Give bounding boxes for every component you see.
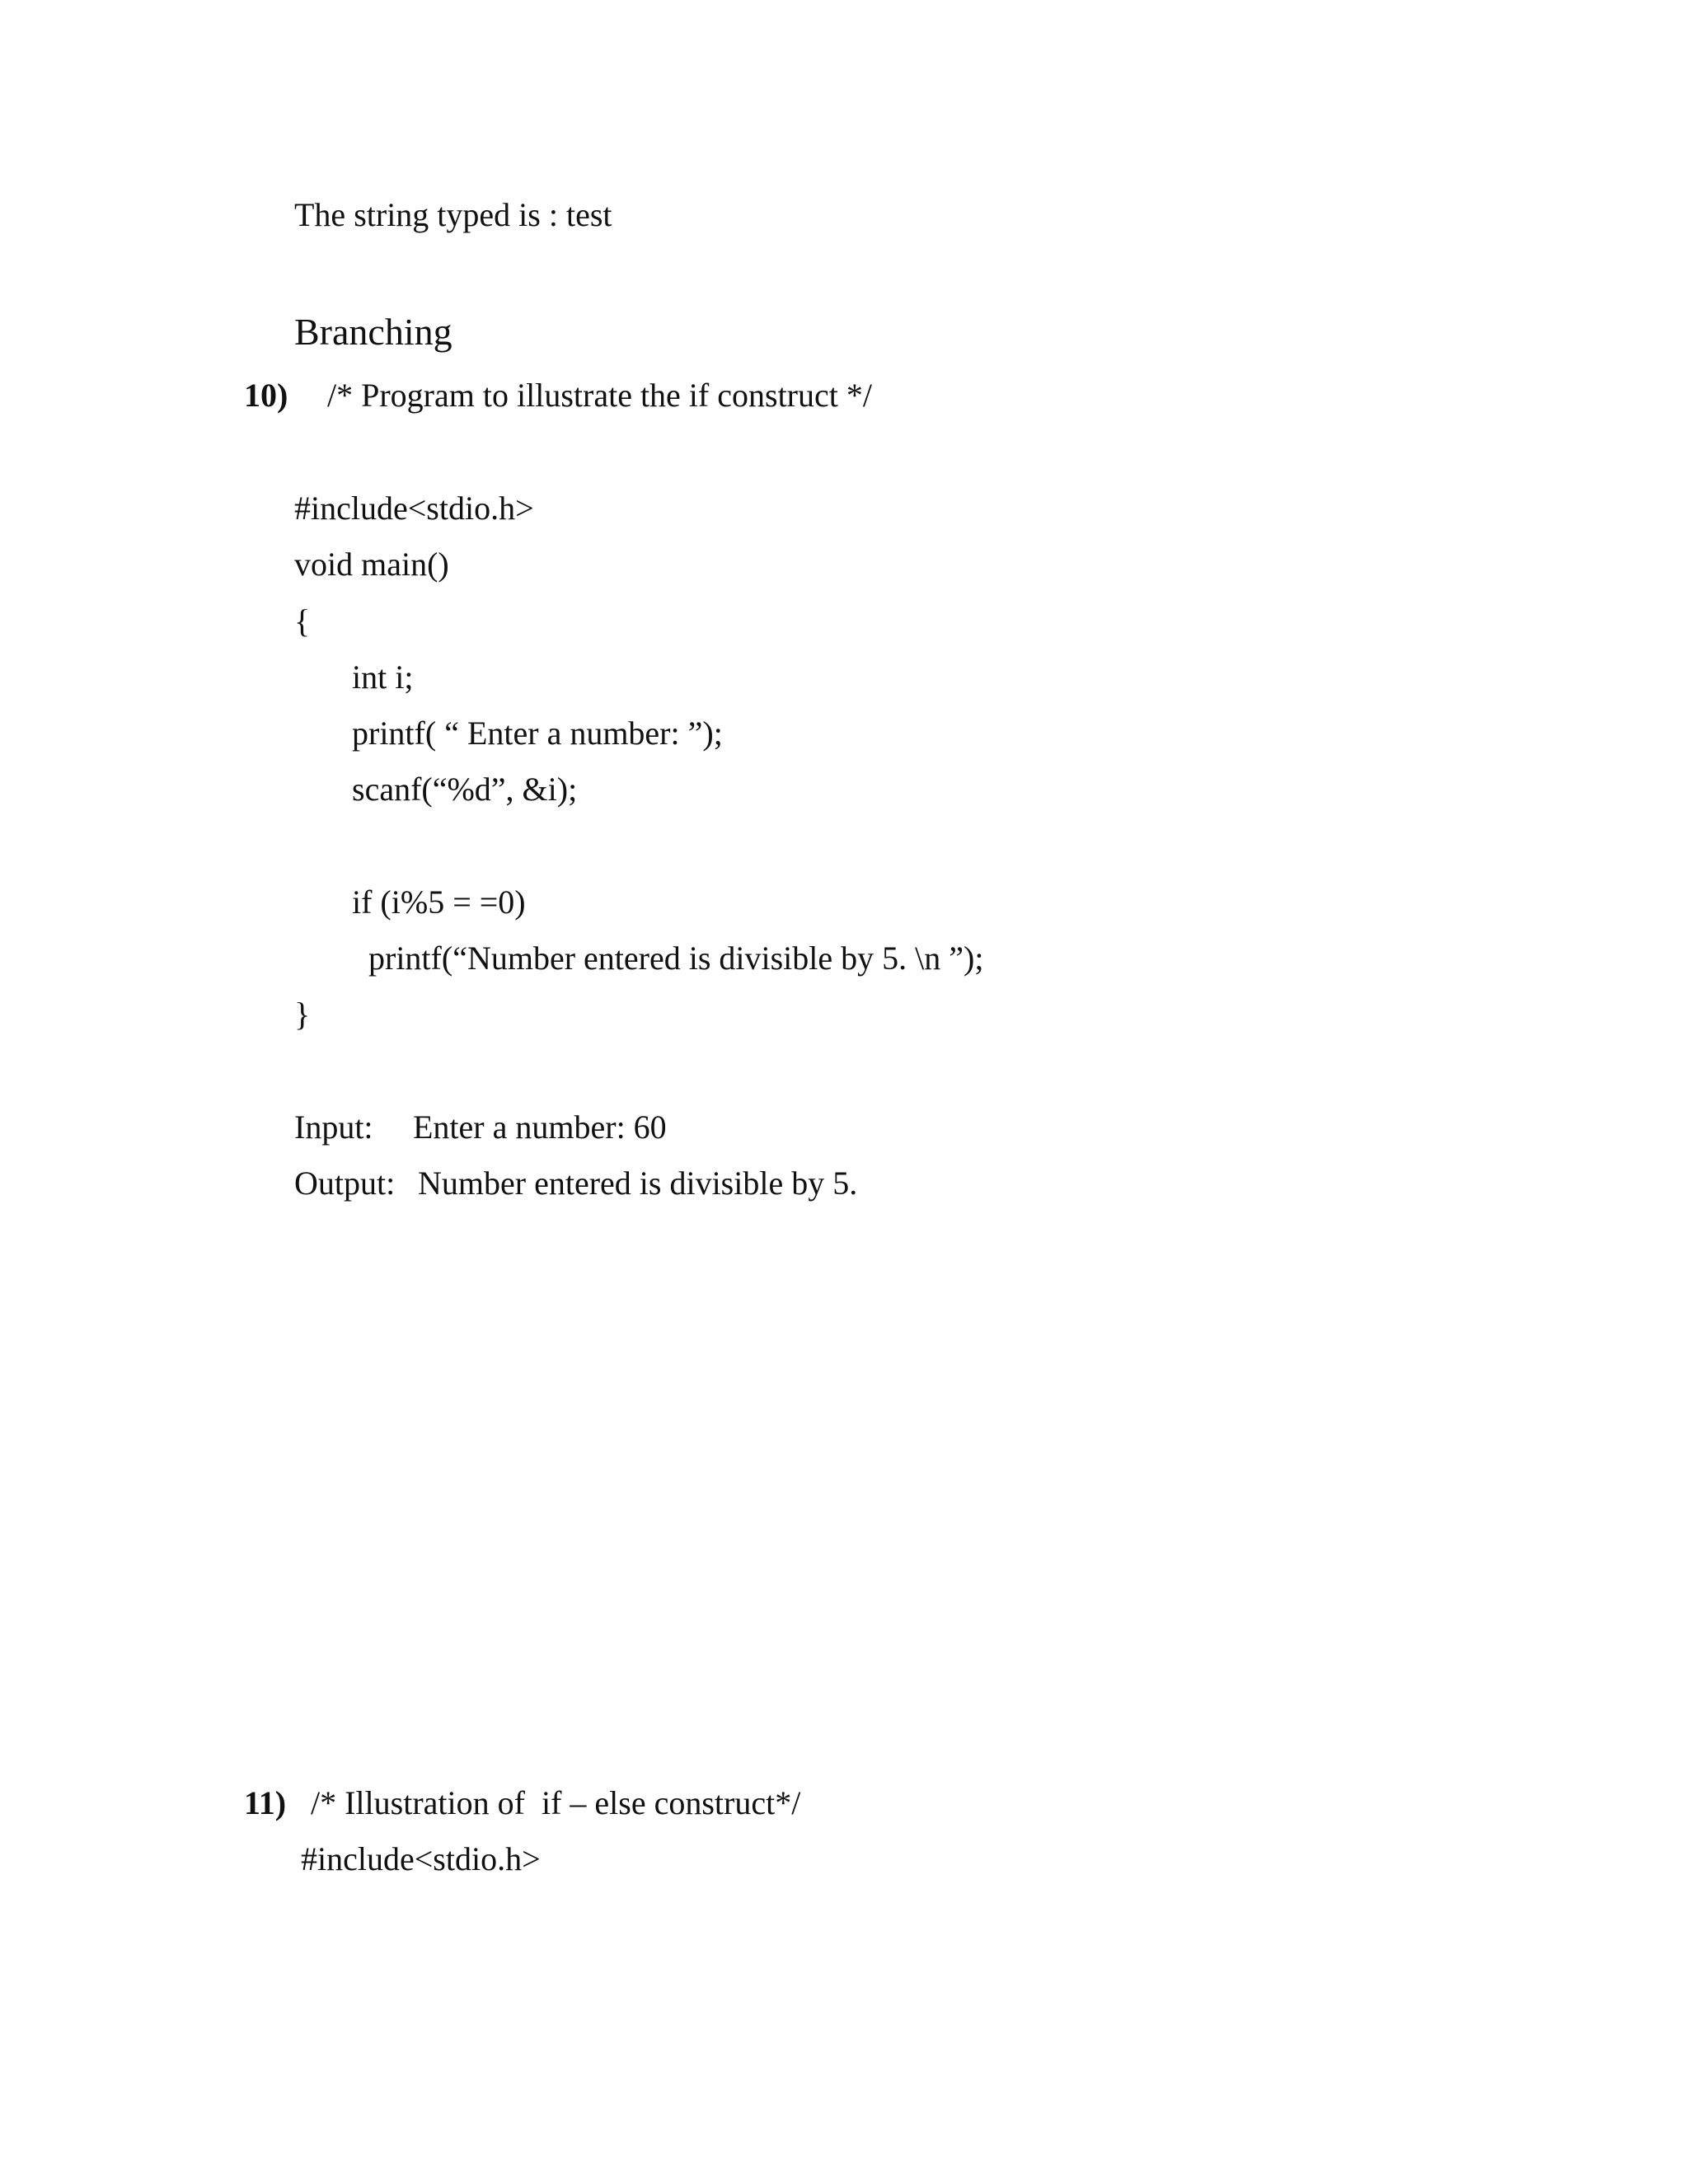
program-11-comment: /* Illustration of if – else construct*/ xyxy=(311,1784,801,1821)
input-value: Enter a number: 60 xyxy=(413,1108,667,1146)
section-heading-branching: Branching xyxy=(294,311,452,353)
previous-output-line: The string typed is : test xyxy=(294,196,612,233)
code-line-if: if (i%5 = =0) xyxy=(352,883,526,921)
code-line-scanf: scanf(“%d”, &i); xyxy=(352,771,578,808)
code-line-printf-result: printf(“Number entered is divisible by 5. \n ”); xyxy=(368,940,984,977)
output-value: Number entered is divisible by 5. xyxy=(418,1165,858,1202)
code-line-close-brace: } xyxy=(294,996,311,1033)
program-10-comment: /* Program to illustrate the if construct */ xyxy=(327,377,872,414)
input-label: Input: xyxy=(294,1108,373,1146)
program-number-11: 11) xyxy=(244,1784,287,1821)
output-label: Output: xyxy=(294,1165,396,1202)
code-line-open-brace: { xyxy=(294,602,311,640)
code-line-declaration: int i; xyxy=(352,658,414,696)
code-line-include: #include<stdio.h> xyxy=(294,490,534,527)
code-line-printf-prompt: printf( “ Enter a number: ”); xyxy=(352,715,723,752)
program-11-include: #include<stdio.h> xyxy=(301,1840,541,1877)
program-number-10: 10) xyxy=(244,377,288,414)
code-line-main: void main() xyxy=(294,546,449,583)
